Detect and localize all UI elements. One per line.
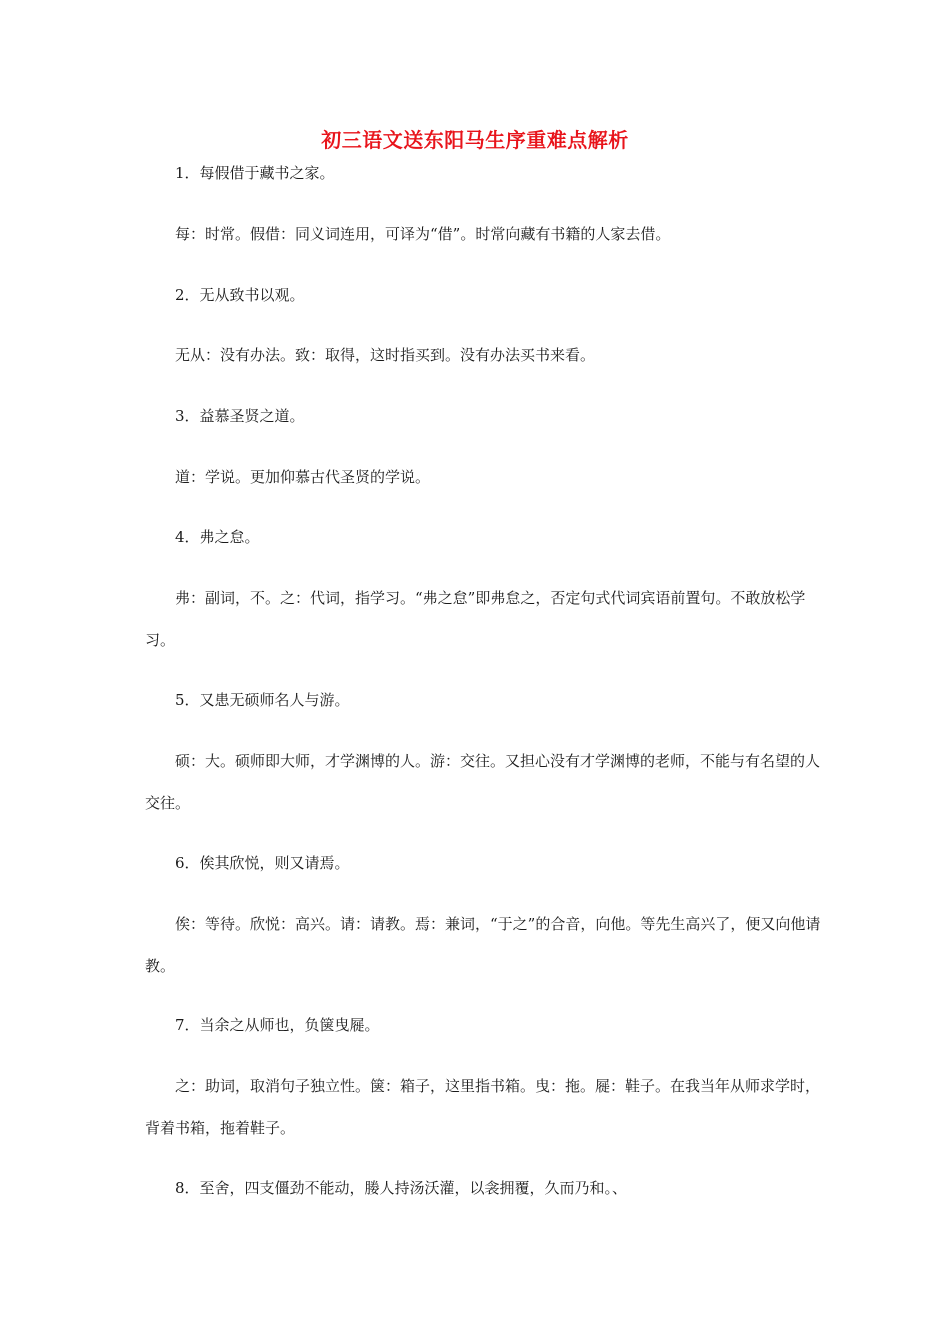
item-7-explanation: 之：助词，取消句子独立性。箧：箱子，这里指书箱。曳：拖。屣：鞋子。在我当年从师求学时，背着书箱，拖着鞋子。 <box>145 1077 821 1137</box>
item-7-sentence: 7．当余之从师也，负箧曳屣。 <box>175 1016 380 1034</box>
item-4-explanation: 弗：副词，不。之：代词，指学习。“弗之怠”即弗怠之，否定句式代词宾语前置句。不敢放松学习。 <box>145 589 806 649</box>
document-title: 初三语文送东阳马生序重难点解析 <box>321 128 629 152</box>
item-8-sentence: 8．至舍，四支僵劲不能动，媵人持汤沃灌，以衾拥覆，久而乃和。、 <box>175 1179 628 1197</box>
item-3-explanation: 道：学说。更加仰慕古代圣贤的学说。 <box>175 468 431 486</box>
item-5-explanation: 硕：大。硕师即大师，才学渊博的人。游：交往。又担心没有才学渊博的老师，不能与有名望的人交往。 <box>145 752 821 812</box>
item-6-explanation: 俟：等待。欣悦：高兴。请：请教。焉：兼词，“于之”的合音，向他。等先生高兴了，便又向他请教。 <box>145 915 821 975</box>
item-3-sentence: 3．益慕圣贤之道。 <box>175 407 305 425</box>
item-5-sentence: 5．又患无硕师名人与游。 <box>175 691 350 709</box>
item-4-sentence: 4．弗之怠。 <box>175 528 260 546</box>
item-6-sentence: 6．俟其欣悦，则又请焉。 <box>175 854 350 872</box>
item-1-sentence: 1．每假借于藏书之家。 <box>175 164 335 182</box>
item-1-explanation: 每：时常。假借：同义词连用，可译为“借”。时常向藏有书籍的人家去借。 <box>175 225 671 243</box>
item-2-sentence: 2．无从致书以观。 <box>175 286 305 304</box>
item-2-explanation: 无从：没有办法。致：取得，这时指买到。没有办法买书来看。 <box>175 346 596 364</box>
